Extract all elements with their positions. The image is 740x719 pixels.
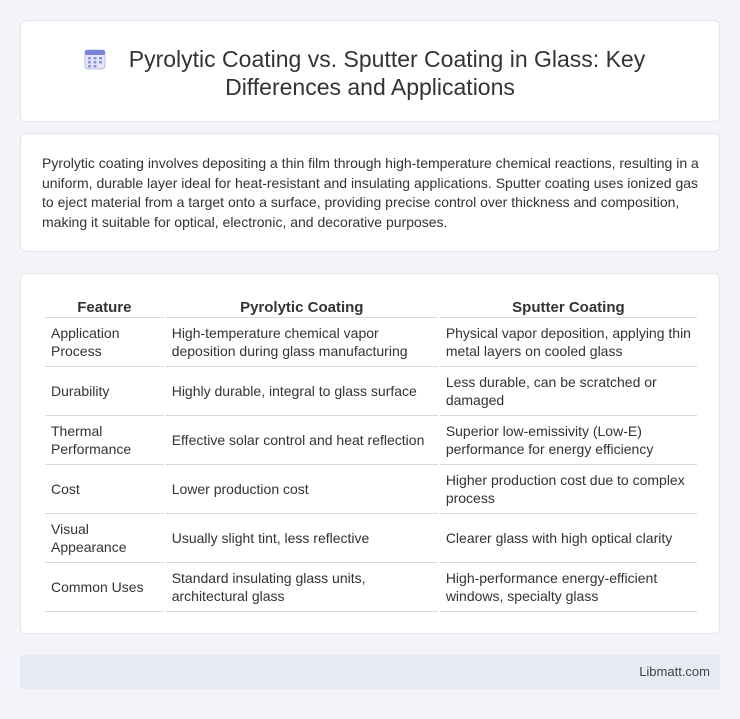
cell-sputter: Higher production cost due to complex process — [440, 465, 697, 514]
cell-pyrolytic: Lower production cost — [166, 465, 438, 514]
title-card — [20, 20, 720, 122]
cell-sputter: High-performance energy-efficient windows, specialty glass — [440, 563, 697, 612]
cell-feature: Visual Appearance — [45, 514, 164, 563]
table-row — [45, 318, 697, 367]
header-pyrolytic: Pyrolytic Coating — [166, 296, 438, 318]
page-title-line-2: Differences and Applications — [225, 74, 515, 100]
cell-feature: Common Uses — [45, 563, 164, 612]
table-row — [45, 416, 697, 465]
cell-sputter: Superior low-emissivity (Low-E) performance for energy efficiency — [440, 416, 697, 465]
header-sputter: Sputter Coating — [440, 296, 697, 318]
cell-sputter: Less durable, can be scratched or damaged — [440, 367, 697, 416]
cell-feature: Thermal Performance — [45, 416, 164, 465]
footer-bar — [20, 655, 720, 689]
comparison-table — [43, 296, 699, 612]
intro-card — [20, 133, 720, 252]
cell-pyrolytic: Effective solar control and heat reflection — [166, 416, 438, 465]
intro-paragraph: Pyrolytic coating involves depositing a thin film through high-temperature chemical reactions, resulting in a uniform, durable layer ideal for heat-resistant and insulating applications. Sputter coating uses ionized gas to eject material from a target onto a surface, providing precise control over thickness and composition, making it suitable for optical, electronic, and decorative purposes. — [42, 155, 699, 230]
table-row — [45, 465, 697, 514]
cell-feature: Cost — [45, 465, 164, 514]
comparison-card — [20, 273, 720, 634]
header-feature: Feature — [45, 296, 164, 318]
cell-pyrolytic: High-temperature chemical vapor deposition during glass manufacturing — [166, 318, 438, 367]
cell-sputter: Clearer glass with high optical clarity — [440, 514, 697, 563]
table-row — [45, 367, 697, 416]
table-header-row — [45, 296, 697, 318]
cell-feature: Durability — [45, 367, 164, 416]
page-title — [21, 45, 719, 101]
cell-pyrolytic: Highly durable, integral to glass surface — [166, 367, 438, 416]
table-row — [45, 514, 697, 563]
cell-pyrolytic: Usually slight tint, less reflective — [166, 514, 438, 563]
footer-brand[interactable]: Libmatt.com — [639, 664, 710, 679]
table-row — [45, 563, 697, 612]
cell-pyrolytic: Standard insulating glass units, architectural glass — [166, 563, 438, 612]
page-title-line-1: Pyrolytic Coating vs. Sputter Coating in Glass: Key — [128, 46, 646, 72]
cell-feature: Application Process — [45, 318, 164, 367]
cell-sputter: Physical vapor deposition, applying thin metal layers on cooled glass — [440, 318, 697, 367]
